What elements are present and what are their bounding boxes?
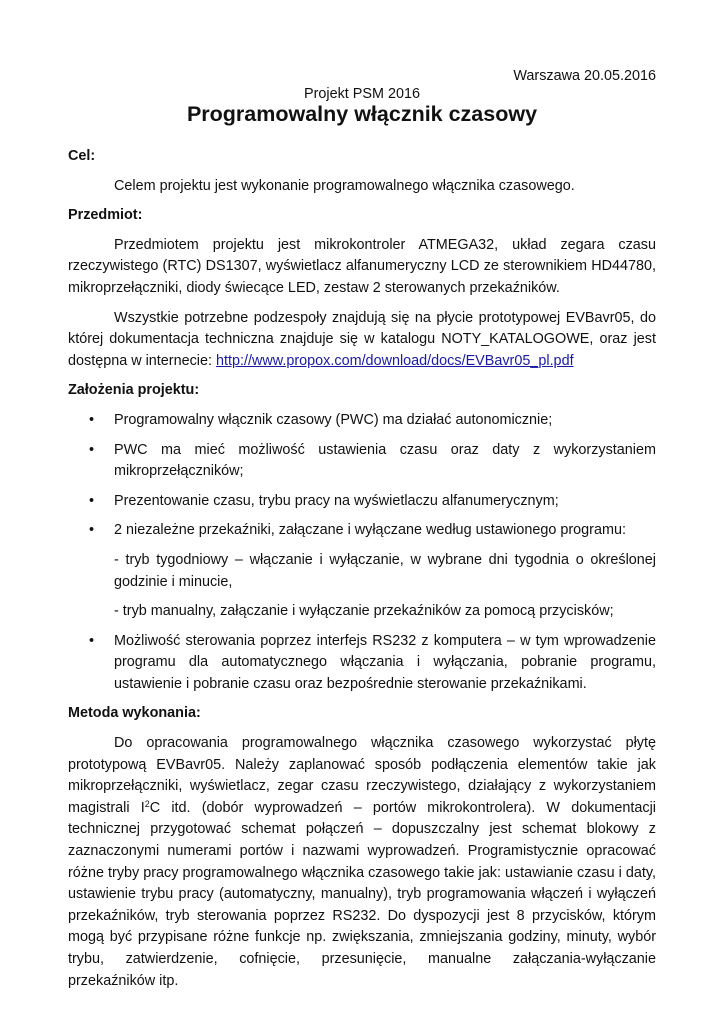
superscript: 2 xyxy=(144,798,150,809)
method-paragraph xyxy=(68,733,656,992)
bullet-icon: • xyxy=(89,411,95,428)
list-item-text: Prezentowanie czasu, trybu pracy na wyświetlaczu alfanumerycznym; xyxy=(114,492,559,509)
method-heading: Metoda wykonania: xyxy=(68,705,201,722)
bullet-icon: • xyxy=(89,441,95,458)
document-date: Warszawa 20.05.2016 xyxy=(513,68,656,84)
manual-mode-line: - tryb manualny, załączanie i wyłączanie przekaźników za pomocą przycisków; xyxy=(114,603,614,620)
list-item-text: 2 niezależne przekaźniki, załączane i wyłączane według ustawionego programu: xyxy=(114,522,626,539)
list-item xyxy=(68,491,656,513)
goal-heading: Cel: xyxy=(68,148,96,164)
project-name: Projekt PSM 2016 xyxy=(304,86,420,102)
list-item-text: PWC ma mieć możliwość ustawienia czasu oraz daty z wykorzystaniem mikroprzełączników; xyxy=(114,441,656,480)
method-text-part1: Do opracowania programowalnego włącznika czasowego wykorzystać płytę prototypową EVBavr05. Należy zaplanować sposób podłączenia elementów takie jak mikroprzełączniki, wyświetlacz, zegar czasu rzeczywistego, działający z wykorzystaniem magistrali I xyxy=(68,735,656,816)
list-item-text: Programowalny włącznik czasowy (PWC) ma działać autonomicznie; xyxy=(114,411,553,428)
assumptions-list xyxy=(68,410,656,542)
document-body xyxy=(68,146,656,1000)
assumptions-list-continued xyxy=(68,631,656,696)
document-title: Programowalny włącznik czasowy xyxy=(186,102,538,126)
list-item xyxy=(68,410,656,432)
assumptions-heading: Założenia projektu: xyxy=(68,382,200,399)
list-item xyxy=(68,520,656,542)
components-text: Wszystkie potrzebne podzespoły znajdują się na płycie prototypowej EVBavr05, do której dokumentacja techniczna znajduje się w katalogu NOTY_KATALOGOWE, oraz jest dostępna w internecie: xyxy=(68,309,656,369)
list-item-text: Możliwość sterowania poprzez interfejs RS232 z komputera – w tym wprowadzenie programu dla automatycznego włączania i wyłączania, pobranie programu, ustawienie i pobranie czasu oraz bezpośrednie sterowanie przekaźnikami. xyxy=(114,632,656,692)
subject-paragraph: Przedmiotem projektu jest mikrokontroler ATMEGA32, układ zegara czasu rzeczywistego (RTC) DS1307, wyświetlacz alfanumeryczny LCD ze sterownikiem HD44780, mikroprzełączniki, diody świecące LED, zestaw 2 sterowanych przekaźników. xyxy=(68,236,656,296)
goal-paragraph: Celem projektu jest wykonanie programowalnego włącznika czasowego. xyxy=(114,177,575,194)
bullet-icon: • xyxy=(89,632,95,649)
subject-heading: Przedmiot: xyxy=(68,207,143,224)
weekly-mode-line: - tryb tygodniowy – włączanie i wyłączanie, w wybrane dni tygodnia o określonej godzinie i minucie, xyxy=(114,551,656,590)
bullet-icon: • xyxy=(89,522,95,539)
components-paragraph xyxy=(68,308,656,373)
documentation-link[interactable]: http://www.propox.com/download/docs/EVBavr05_pl.pdf xyxy=(216,352,574,369)
list-item xyxy=(68,440,656,483)
method-text-part2: C itd. (dobór wyprowadzeń – portów mikrokontrolera). W dokumentacji technicznej przygotować schemat połączeń – dopuszczalny jest schemat blokowy z zaznaczonymi numerami portów i nazwami wyprowadzeń. Programistycznie opracować różne tryby pracy programowalnego włącznika czasowego takie jak: ustawianie czasu i daty, ustawienie trybu pracy (automatyczny, manualny), tryb programowania włączeń i wyłączeń przekaźników, tryb sterowania poprzez RS232. Do dyspozycji jest 8 przycisków, którym mogą być przypisane różne funkcje np. zwiększania, zmniejszania godziny, minuty, wybór trybu, zatwierdzenie, cofnięcie, przesunięcie, manualne załączania-wyłączanie przekaźników itp. xyxy=(68,799,656,989)
list-item xyxy=(68,631,656,696)
bullet-icon: • xyxy=(89,492,95,509)
